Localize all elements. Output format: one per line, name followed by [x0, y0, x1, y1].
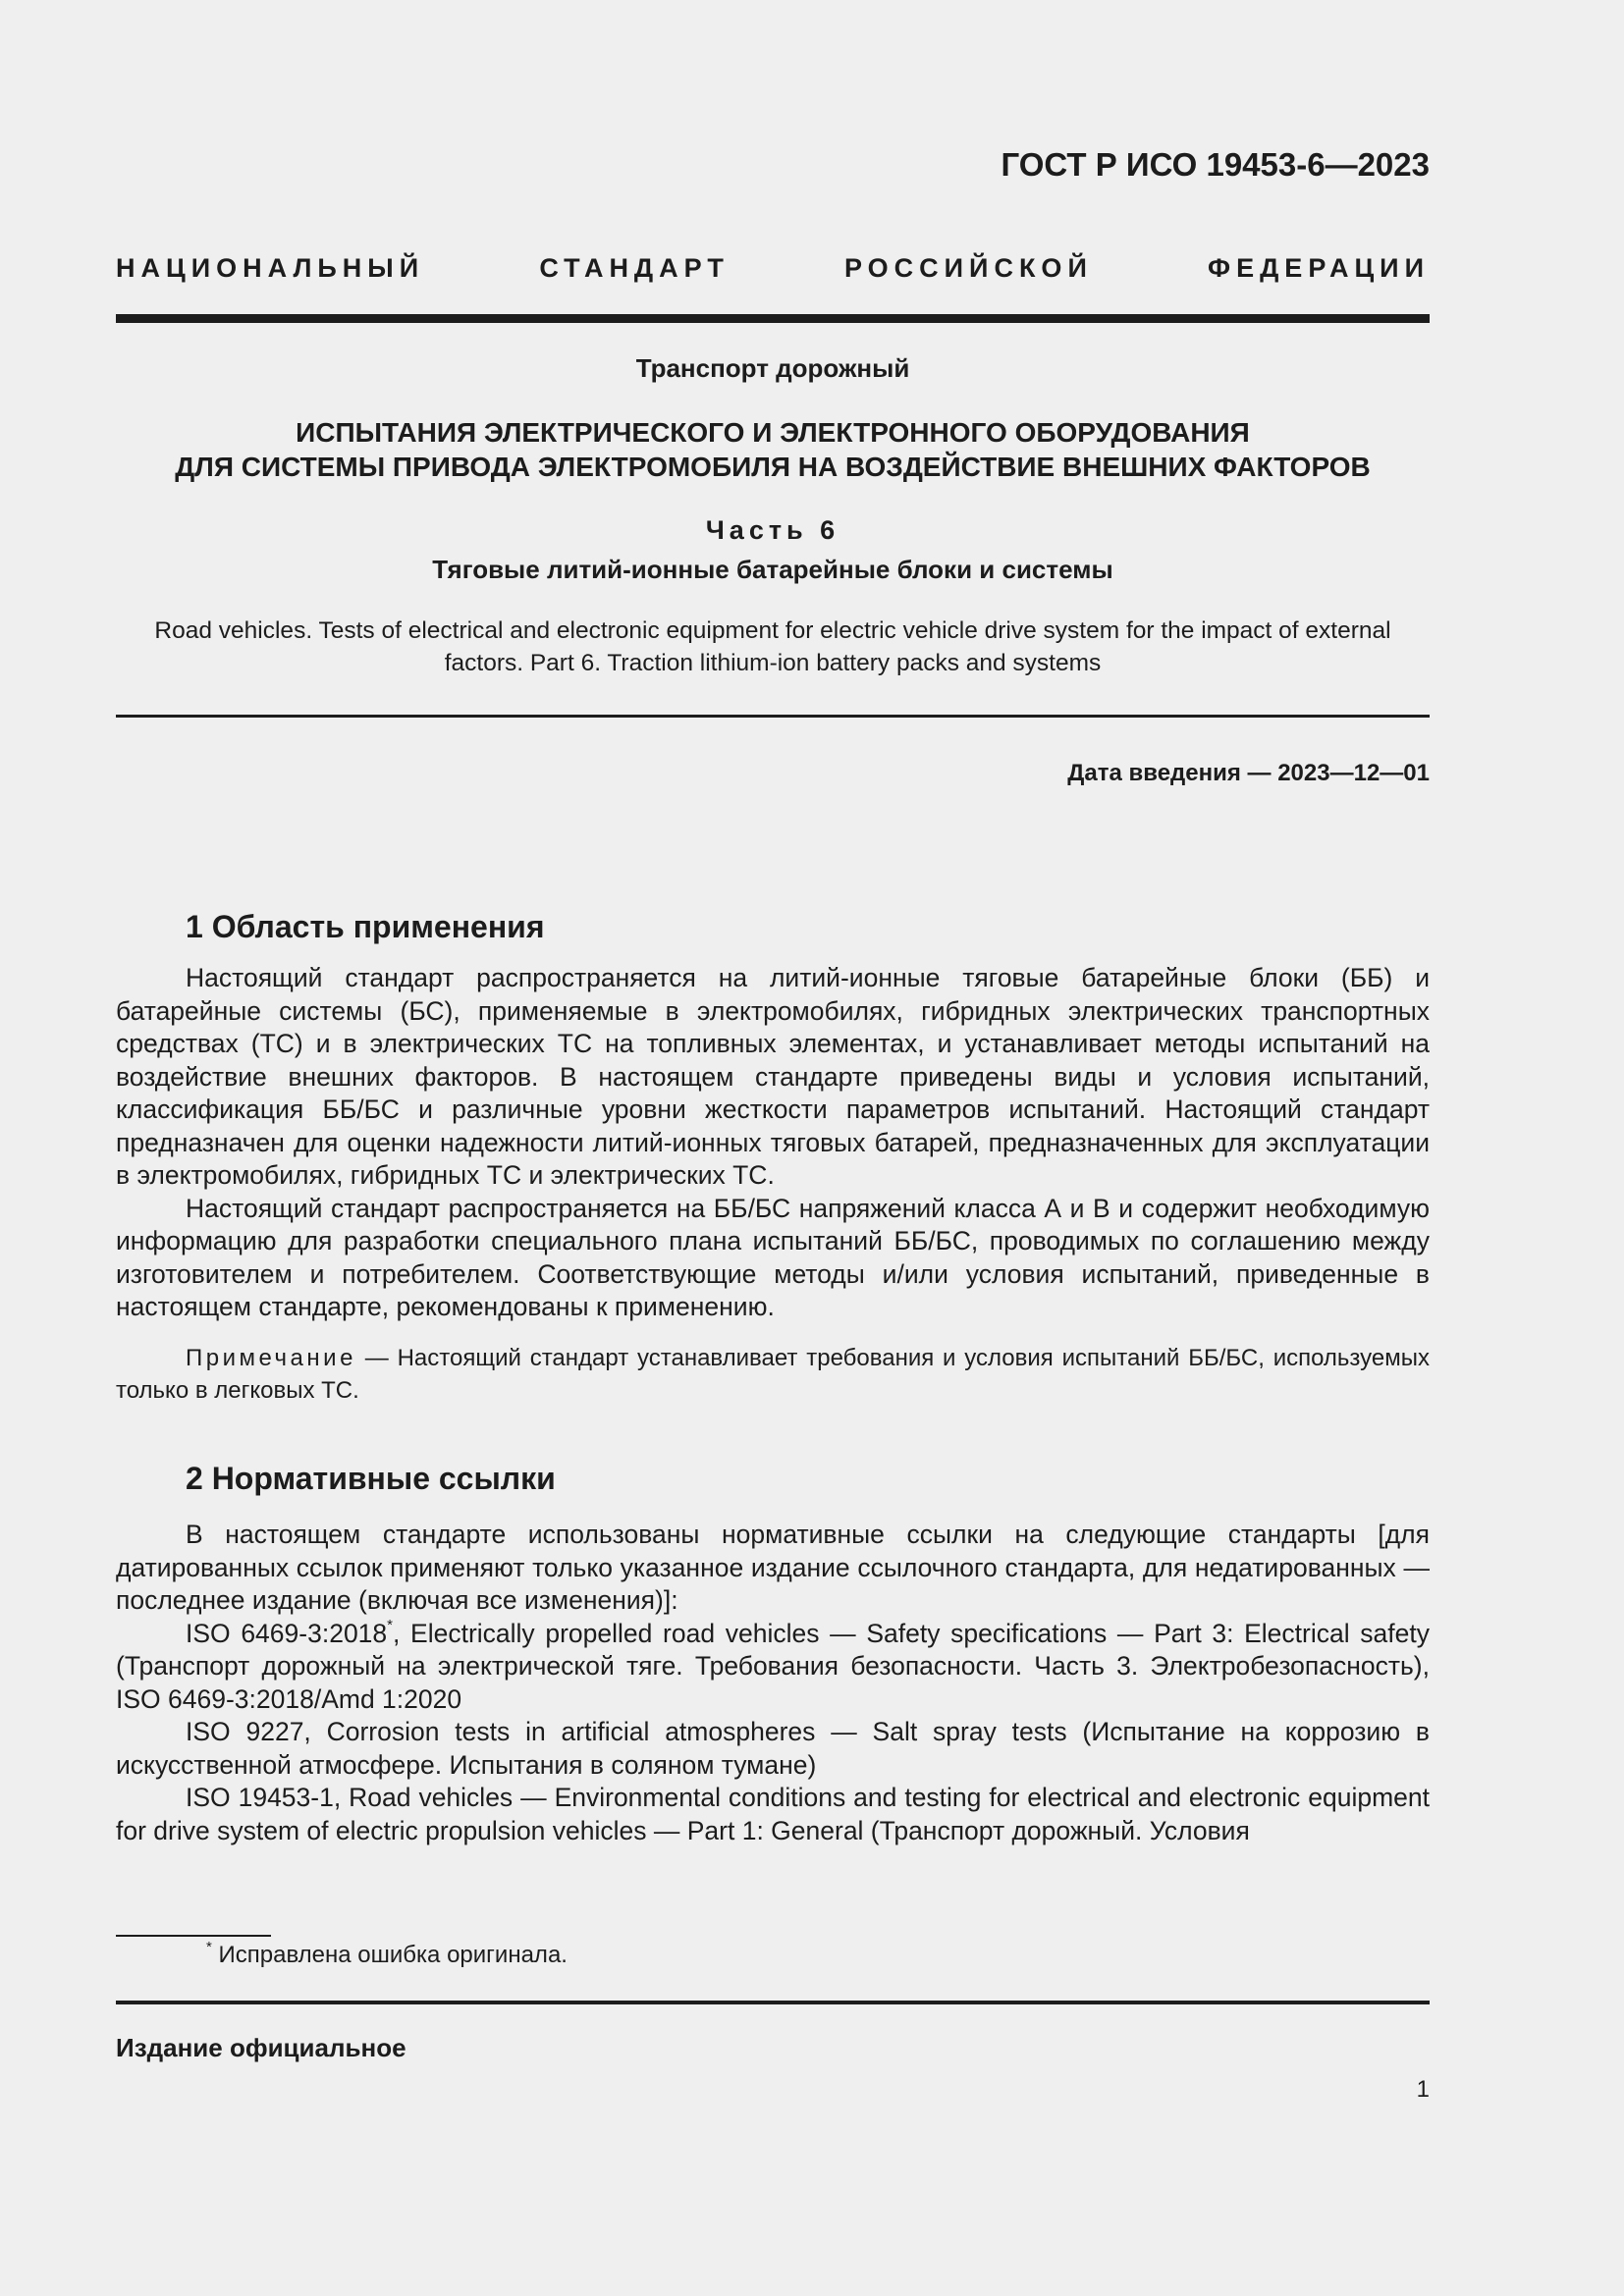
section-2-heading: 2 Нормативные ссылки [186, 1461, 556, 1496]
part-label: Часть 6 [705, 515, 840, 545]
header-divider [116, 314, 1430, 323]
footnote-mark: * [206, 1939, 212, 1955]
footnote-marker[interactable]: * [387, 1616, 393, 1633]
note-text: — Настоящий стандарт устанавливает требования и условия испытаний ББ/БС, используемых только в легковых ТС. [116, 1345, 1430, 1404]
section-1-paragraph-1: Настоящий стандарт распространяется на литий-ионные тяговые батарейные блоки (ББ) и батарейные системы (БС), применяемые в электромобилях, гибридных электрических транспортных средствах (ТС) и в электрических ТС на топливных элементах, и устанавливает методы испытаний на воздействие внешних факторов. В настоящем стандарте приведены виды и условия испытаний, классификация ББ/БС и различные уровни жесткости параметров испытаний. Настоящий стандарт предназначен для оценки надежности литий-ионных тяговых батарей, предназначенных для эксплуатации в электромобилях, гибридных ТС и электрических ТС. [116, 963, 1430, 1190]
section-1-heading: 1 Область применения [186, 909, 545, 944]
national-standard-banner: НАЦИОНАЛЬНЫЙ СТАНДАРТ РОССИЙСКОЙ ФЕДЕРАЦИИ [116, 253, 1430, 283]
reference-iso-19453-1: ISO 19453-1, Road vehicles — Environmental conditions and testing for electrical and electronic equipment for drive system of electric propulsion vehicles — Part 1: General (Транспорт дорожный. Условия [116, 1783, 1430, 1845]
official-edition-label: Издание официальное [116, 2033, 406, 2062]
english-title-line-1: Road vehicles. Tests of electrical and electronic equipment for electric vehicle drive system for the impact of external [154, 617, 1391, 644]
section-1-note [116, 1343, 1430, 1407]
page-number: 1 [1416, 2076, 1430, 2103]
footnote-divider [116, 1935, 271, 1937]
section-2-intro: В настоящем стандарте использованы нормативные ссылки на следующие стандарты [для датированных ссылок применяют только указанное издание ссылочного стандарта, для недатированных — последнее издание (включая все изменения)]: [116, 1520, 1430, 1615]
footer-divider [116, 2001, 1430, 2004]
footnote [206, 1940, 568, 1971]
title-divider [116, 715, 1430, 718]
section-1-paragraph-2: Настоящий стандарт распространяется на ББ/БС напряжений класса А и В и содержит необходимую информацию для разработки специального плана испытаний ББ/БС, проводимых по соглашению между изготовителем и потребителем. Соответствующие методы и/или условия испытаний, приведенные в настоящем стандарте, рекомендованы к применению. [116, 1193, 1430, 1321]
reference-text: , Electrically propelled road vehicles — Safety specifications — Part 3: Electrical safety (Транспорт дорожный на электрической тяге. Требования безопасности. Часть 3. Электробезопасность), ISO 6469-3:2018/Amd 1:2020 [116, 1618, 1431, 1714]
footnote-text: Исправлена ошибка оригинала. [211, 1942, 568, 1968]
title-line-2: ДЛЯ СИСТЕМЫ ПРИВОДА ЭЛЕКТРОМОБИЛЯ НА ВОЗДЕЙСТВИЕ ВНЕШНИХ ФАКТОРОВ [175, 452, 1371, 482]
reference-iso-9227: ISO 9227, Corrosion tests in artificial atmospheres — Salt spray tests (Испытание на коррозию в искусственной атмосфере. Испытания в соляном тумане) [116, 1717, 1430, 1780]
document-code: ГОСТ Р ИСО 19453-6—2023 [1001, 146, 1430, 183]
section-2-body [116, 1519, 1430, 1847]
english-title-line-2: factors. Part 6. Traction lithium-ion battery packs and systems [444, 650, 1102, 676]
reference-code: ISO 6469-3:2018 [186, 1618, 388, 1648]
title-line-1: ИСПЫТАНИЯ ЭЛЕКТРИЧЕСКОГО И ЭЛЕКТРОННОГО ОБОРУДОВАНИЯ [296, 417, 1250, 448]
reference-iso-6469-3 [116, 1618, 1430, 1717]
section-1-body [116, 962, 1430, 1324]
part-title: Тяговые литий-ионные батарейные блоки и системы [432, 555, 1113, 584]
document-subject: Транспорт дорожный [635, 353, 910, 383]
document-title [116, 415, 1430, 484]
english-title [132, 614, 1414, 679]
effective-date: Дата введения — 2023—12—01 [1067, 760, 1430, 786]
note-label: Примечание [186, 1345, 356, 1371]
